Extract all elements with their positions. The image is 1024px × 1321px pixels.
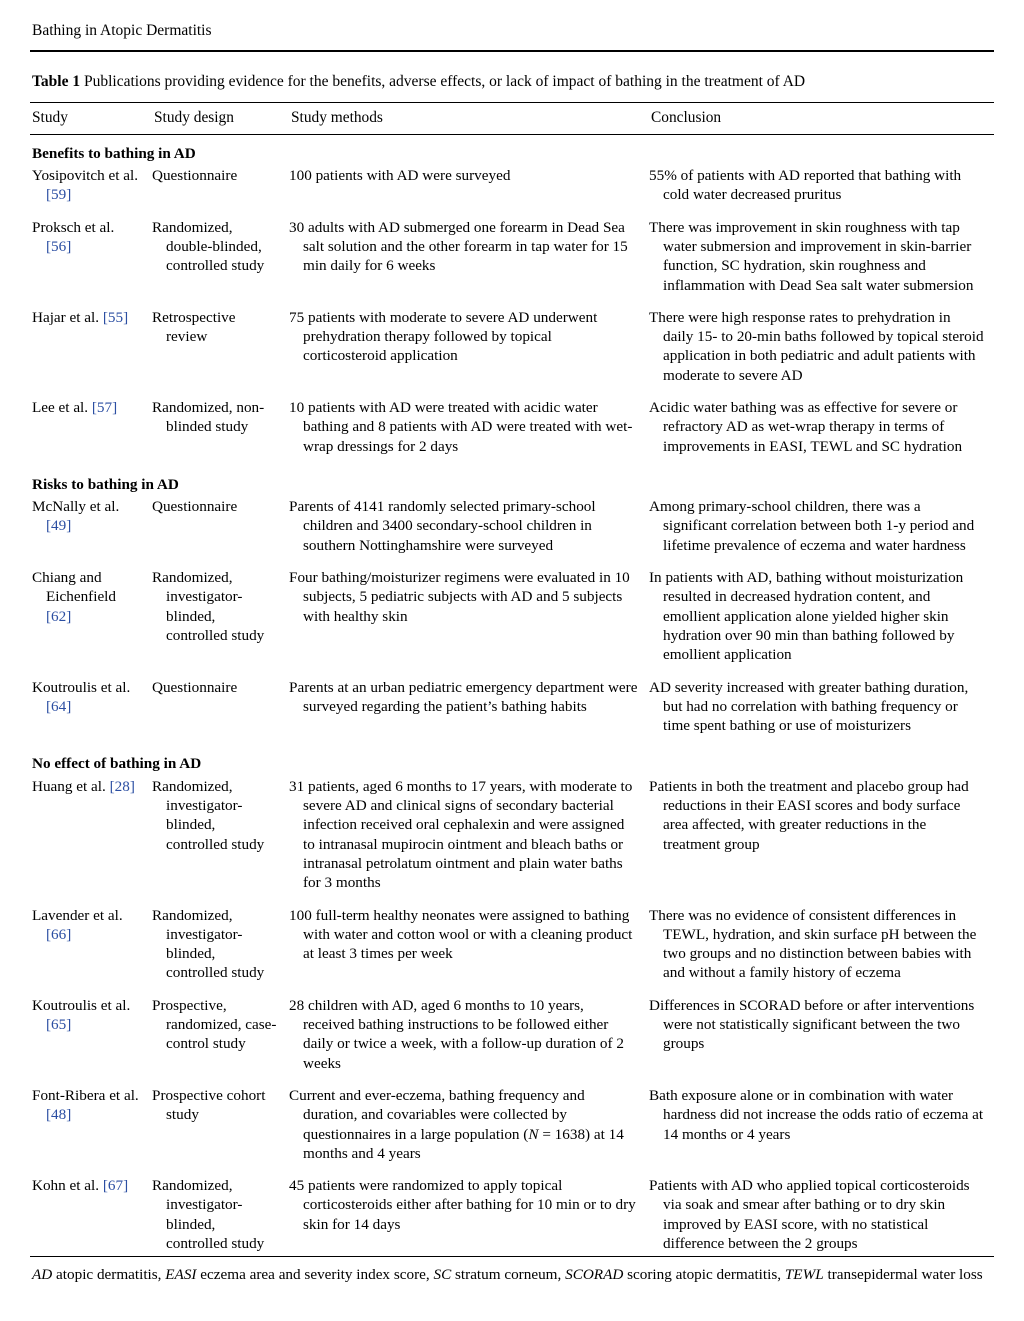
cell-study: McNally et al. [49] <box>32 498 120 535</box>
running-head: Bathing in Atopic Dermatitis <box>32 22 212 39</box>
cell-study: Hajar et al. [55] <box>32 308 129 326</box>
citation-link[interactable]: [65] <box>46 1016 72 1034</box>
table-footnote: AD atopic dermatitis, EASI eczema area and severity index score, SC stratum corneum, SCORAD scoring atopic dermatitis, TEWL transepidermal water loss <box>32 1266 983 1284</box>
cell-study: Proksch et al. [56] <box>32 218 115 255</box>
cell-methods: 28 children with AD, aged 6 months to 10 years, received bathing instructions to be followed either daily or twice a week, with a follow-up duration of 2 weeks <box>289 996 624 1072</box>
table-row <box>30 305 994 395</box>
cell-conclusion: Acidic water bathing was as effective for severe or refractory AD as wet-wrap therapy in terms of improvements in EASI, TEWL and SC hydration <box>649 399 963 455</box>
cell-design: Randomized, investigator-blinded, controlled study <box>152 906 265 982</box>
citation-link[interactable]: [59] <box>46 186 72 204</box>
cell-design: Randomized, investigator-blinded, controlled study <box>152 1173 289 1257</box>
cell-study: Font-Ribera et al. [48] <box>32 1086 139 1124</box>
cell-methods: Four bathing/moisturizer regimens were evaluated in 10 subjects, 5 pediatric subjects with AD and 5 subjects with healthy skin <box>289 569 630 625</box>
cell-study: Kohn et al. [67] <box>30 1173 152 1257</box>
table-caption-label: Table 1 <box>32 72 81 90</box>
cell-conclusion: In patients with AD, bathing without moisturization resulted in decreased hydration content, and emollient application alone yielded higher skin hydration over 90 min than bathing followed by emollient application <box>649 569 964 664</box>
cell-design: Questionnaire <box>152 498 238 516</box>
table-row <box>30 1173 994 1257</box>
table-head <box>30 102 994 134</box>
cell-design: Randomized, non-blinded study <box>152 399 265 436</box>
section-heading-row <box>30 134 994 165</box>
cell-design: Questionnaire <box>152 167 238 185</box>
cell-conclusion: Patients in both the treatment and placebo group had reductions in their EASI scores and body surface area affected, with greater reductions in the treatment group <box>649 777 969 853</box>
citation-link[interactable]: [48] <box>46 1106 72 1124</box>
cell-design: Prospective, randomized, case-control study <box>152 996 277 1053</box>
cell-conclusion: There was improvement in skin roughness with tap water submersion and improvement in skin-barrier function, SC hydration, skin roughness and inflammation with Dead Sea salt water submersion <box>649 218 974 294</box>
table-row <box>30 675 994 746</box>
cell-study: Huang et al. [28] <box>32 777 135 795</box>
table-row <box>30 776 994 903</box>
cell-methods: Parents at an urban pediatric emergency department were surveyed regarding the patient’s bathing habits <box>289 678 638 715</box>
table-body <box>30 134 994 1257</box>
column-header-study-design: Study design <box>152 102 289 134</box>
cell-conclusion: 55% of patients with AD reported that bathing with cold water decreased pruritus <box>649 167 962 204</box>
cell-study: Lavender et al. [66] <box>32 906 123 943</box>
table-header-row <box>30 102 994 134</box>
evidence-table <box>30 102 994 1258</box>
cell-study: Koutroulis et al. [65] <box>32 996 131 1034</box>
table-row <box>30 165 994 215</box>
cell-study: Koutroulis et al. [64] <box>32 678 131 715</box>
cell-conclusion: Bath exposure alone or in combination with water hardness did not increase the odds ratio of eczema at 14 months or 4 years <box>649 1086 984 1143</box>
cell-methods: 75 patients with moderate to severe AD underwent prehydration therapy followed by topical corticosteroid application <box>289 308 598 365</box>
cell-conclusion: AD severity increased with greater bathing duration, but had no correlation with bathing frequency or time spent bathing or use of moisturizers <box>649 678 969 735</box>
cell-conclusion: Differences in SCORAD before or after interventions were not statistically significant between the two groups <box>649 996 975 1053</box>
cell-methods: 45 patients were randomized to apply topical corticosteroids either after bathing for 10 min or to dry skin for 14 days <box>289 1173 649 1257</box>
table-row <box>30 903 994 993</box>
cell-design: Questionnaire <box>152 678 238 696</box>
table-caption-text: Publications providing evidence for the benefits, adverse effects, or lack of impact of bathing in the treatment of AD <box>83 72 806 90</box>
cell-methods: 31 patients, aged 6 months to 17 years, with moderate to severe AD and clinical signs of secondary bacterial infection received oral cephalexin and were assigned to intranasal mupirocin ointment and bleach baths or intranasal petrolatum ointment and plain water baths for 3 months <box>289 777 633 892</box>
citation-link[interactable]: [62] <box>46 607 72 625</box>
cell-design: Randomized, double-blinded, controlled study <box>152 218 265 275</box>
cell-design: Randomized, investigator-blinded, controlled study <box>152 569 265 644</box>
cell-study: Lee et al. [57] <box>32 399 118 416</box>
cell-conclusion: There was no evidence of consistent differences in TEWL, hydration, and skin surface pH between the two groups and no distinction between babies with and without a family history of eczema <box>649 906 977 982</box>
cell-design: Prospective cohort study <box>152 1086 266 1124</box>
cell-study: Chiang and Eichenfield [62] <box>32 569 116 625</box>
table-row <box>30 496 994 565</box>
cell-methods: Current and ever-eczema, bathing frequency and duration, and covariables were collected by questionnaires in a large population (N = 1638) at 14 months and 4 years <box>289 1086 624 1162</box>
cell-methods: 100 full-term healthy neonates were assigned to bathing with water and cotton wool or with a cleaning product at least 3 times per week <box>289 906 633 963</box>
section-heading-no-effect: No effect of bathing in AD <box>32 755 202 773</box>
citation-link[interactable]: [49] <box>46 517 72 535</box>
citation-link[interactable]: [67] <box>102 1177 129 1195</box>
table-row <box>30 395 994 466</box>
cell-design: Randomized, investigator-blinded, controlled study <box>152 777 265 853</box>
cell-study: Yosipovitch et al. [59] <box>32 167 139 204</box>
citation-link[interactable]: [64] <box>46 697 72 715</box>
citation-link[interactable]: [57] <box>91 399 118 416</box>
cell-conclusion: Among primary-school children, there was a significant correlation between both 1-y period and lifetime prevalence of eczema and water hardness <box>649 498 975 554</box>
citation-link[interactable]: [28] <box>109 777 135 795</box>
section-heading-risks: Risks to bathing in AD <box>32 475 179 493</box>
cell-conclusion: Patients with AD who applied topical corticosteroids via soak and smear after bathing or to dry skin improved by EASI score, with no statistical difference between the 2 groups <box>649 1173 994 1257</box>
column-header-study-methods: Study methods <box>289 102 649 134</box>
cell-methods: Parents of 4141 randomly selected primary-school children and 3400 secondary-school children in southern Nottinghamshire were surveyed <box>289 498 596 554</box>
cell-design: Retrospective review <box>152 308 236 346</box>
table-caption <box>32 72 994 92</box>
column-header-study: Study <box>30 102 152 134</box>
section-heading-row <box>30 745 994 775</box>
section-heading-benefits: Benefits to bathing in AD <box>32 144 196 162</box>
cell-methods: 10 patients with AD were treated with acidic water bathing and 8 patients with AD were treated with wet-wrap dressings for 2 days <box>289 399 633 455</box>
header-rule <box>30 50 994 52</box>
cell-methods: 30 adults with AD submerged one forearm in Dead Sea salt solution and the other forearm in tap water for 15 min daily for 6 weeks <box>289 218 628 275</box>
table-row <box>30 1083 994 1173</box>
table-row <box>30 565 994 674</box>
column-header-conclusion: Conclusion <box>649 102 994 134</box>
cell-conclusion: There were high response rates to prehydration in daily 15- to 20-min baths followed by topical steroid application in both pediatric and adult patients with moderate to severe AD <box>649 308 984 384</box>
section-heading-row <box>30 466 994 496</box>
cell-methods: 100 patients with AD were surveyed <box>289 167 511 185</box>
table-row <box>30 993 994 1083</box>
table-row <box>30 215 994 305</box>
citation-link[interactable]: [56] <box>46 237 72 255</box>
citation-link[interactable]: [55] <box>102 308 129 326</box>
citation-link[interactable]: [66] <box>46 925 72 943</box>
